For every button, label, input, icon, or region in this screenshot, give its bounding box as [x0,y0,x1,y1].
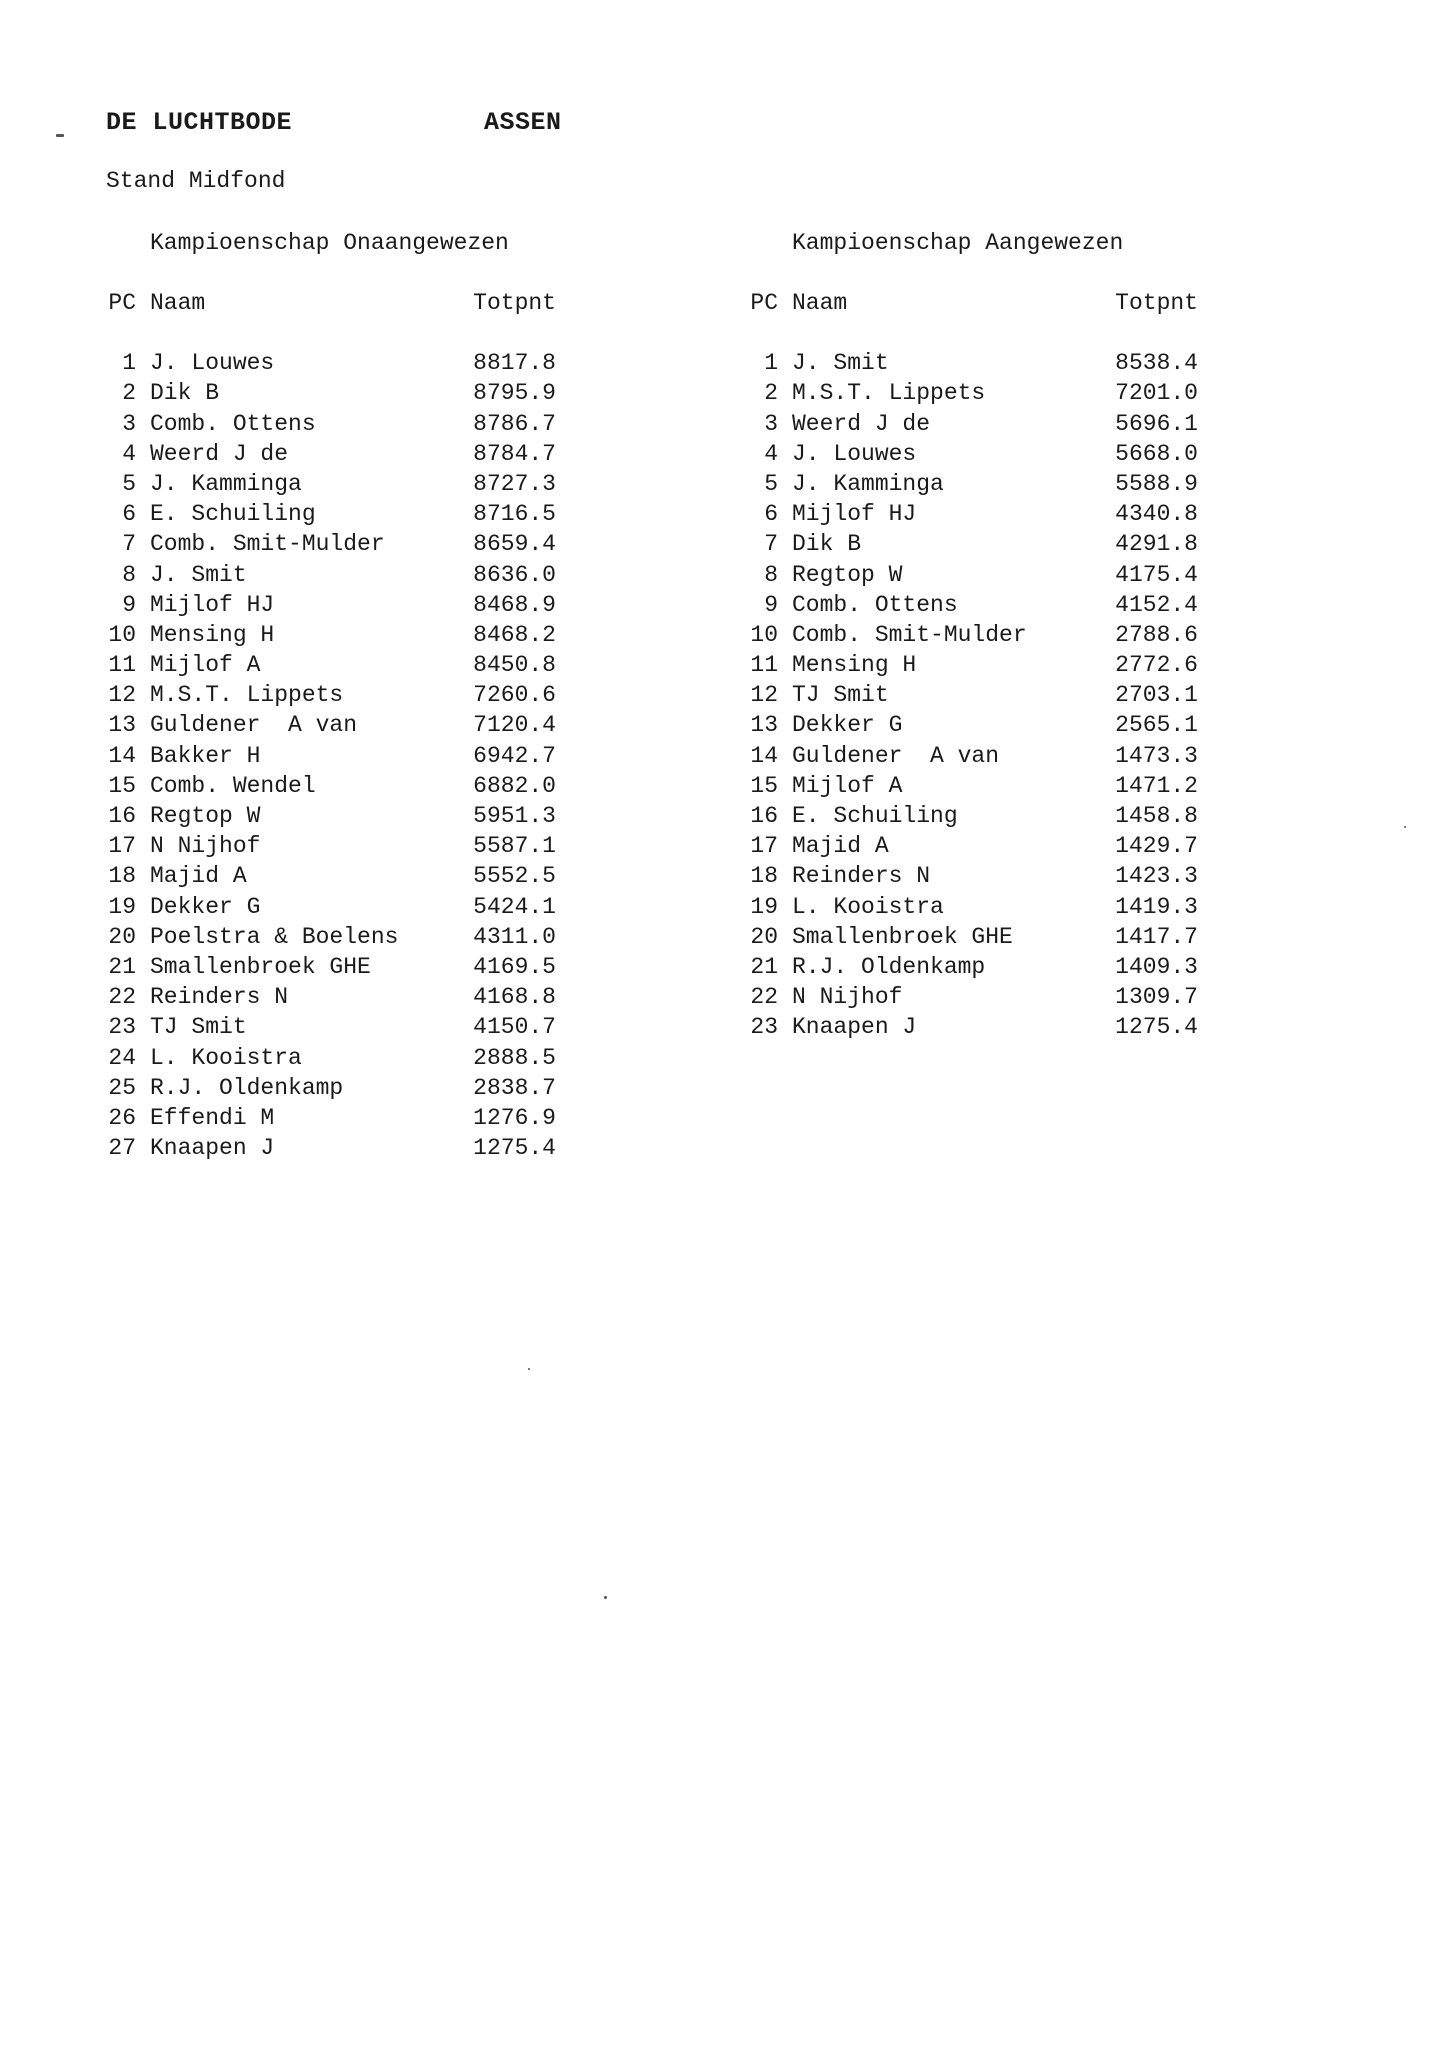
table-row [106,590,626,620]
points-cell: 2772.6 [1115,652,1198,679]
rank-cell: 22 [108,984,136,1011]
table-row [106,982,626,1012]
name-cell: Weerd J de [792,410,931,437]
rank-cell: 8 [764,561,778,588]
name-cell: Knaapen J [150,1135,275,1162]
points-cell: 8795.9 [473,380,556,407]
name-cell: Mensing H [150,621,275,648]
rank-cell: 4 [122,440,136,467]
name-cell: Smallenbroek GHE [150,953,371,980]
name-cell: Dekker G [150,893,261,920]
table-body [748,348,1268,1042]
name-cell: J. Kamminga [150,470,302,497]
table-row [106,348,626,378]
rank-cell: 14 [750,742,778,769]
name-cell: Dik B [150,380,220,407]
rank-cell: 1 [122,350,136,377]
name-cell: Majid A [150,863,247,890]
table-row [748,952,1268,982]
name-cell: Dik B [792,531,862,558]
rank-cell: 3 [122,410,136,437]
name-cell: N Nijhof [792,984,903,1011]
table-row [106,892,626,922]
points-cell: 5552.5 [473,863,556,890]
table-row [106,409,626,439]
rank-cell: 26 [108,1104,136,1131]
rank-cell: 23 [108,1014,136,1041]
rank-cell: 4 [764,440,778,467]
rank-cell: 2 [122,380,136,407]
standings-table [748,288,1268,1043]
table-row [106,1043,626,1073]
rank-cell: 10 [750,621,778,648]
scan-speck [604,1596,607,1599]
name-cell: Regtop W [792,561,903,588]
table-row [106,1133,626,1163]
rank-cell: 3 [764,410,778,437]
points-cell: 2703.1 [1115,682,1198,709]
name-cell: Weerd J de [150,440,289,467]
table-row [748,439,1268,469]
table-row [748,922,1268,952]
points-cell: 2788.6 [1115,621,1198,648]
scan-speck [56,134,64,137]
table-row [106,1012,626,1042]
name-cell: Reinders N [150,984,289,1011]
name-cell: Dekker G [792,712,903,739]
standings-aangewezen [748,228,1268,1043]
name-cell: Smallenbroek GHE [792,923,1013,950]
points-cell: 1409.3 [1115,953,1198,980]
points-cell: 5424.1 [473,893,556,920]
name-cell: Mijlof A [792,772,903,799]
rank-cell: 16 [108,803,136,829]
column-header-totpnt: Totpnt [1115,290,1198,316]
table-row [106,771,626,801]
points-cell: 5951.3 [473,803,556,829]
rank-cell: 19 [108,893,136,920]
points-cell: 8468.9 [473,591,556,618]
scan-speck [528,1368,530,1370]
points-cell: 1423.3 [1115,863,1198,890]
rank-cell: 9 [764,591,778,618]
table-row [748,1012,1268,1042]
column-header-naam: Naam [792,290,848,316]
rank-cell: 24 [108,1044,136,1071]
points-cell: 4340.8 [1115,501,1198,528]
points-cell: 2838.7 [473,1074,556,1101]
points-cell: 1417.7 [1115,923,1198,950]
points-cell: 8727.3 [473,470,556,497]
name-cell: Comb. Smit-Mulder [792,621,1027,648]
points-cell: 8538.4 [1115,350,1198,377]
rank-cell: 25 [108,1074,136,1101]
points-cell: 1309.7 [1115,984,1198,1011]
table-row [106,378,626,408]
name-cell: N Nijhof [150,833,261,860]
name-cell: J. Louwes [150,350,275,377]
rank-cell: 13 [108,712,136,739]
name-cell: R.J. Oldenkamp [792,953,986,980]
rank-cell: 6 [122,501,136,528]
name-cell: J. Kamminga [792,470,944,497]
rank-cell: 18 [108,863,136,890]
points-cell: 1275.4 [473,1135,556,1162]
name-cell: Regtop W [150,803,261,829]
rank-cell: 14 [108,742,136,769]
points-cell: 7260.6 [473,682,556,709]
name-cell: Poelstra & Boelens [150,923,399,950]
rank-cell: 15 [108,772,136,799]
column-header-pc: PC [108,290,136,316]
points-cell: 5588.9 [1115,470,1198,497]
table-title: Kampioenschap Onaangewezen [150,230,509,256]
table-row [748,801,1268,831]
points-cell: 1419.3 [1115,893,1198,920]
name-cell: J. Smit [150,561,247,588]
table-body [106,348,626,1163]
name-cell: E. Schuiling [150,501,316,528]
points-cell: 8786.7 [473,410,556,437]
table-row [748,831,1268,861]
column-header-naam: Naam [150,290,206,316]
rank-cell: 19 [750,893,778,920]
table-row [106,620,626,650]
table-row [106,710,626,740]
rank-cell: 8 [122,561,136,588]
points-cell: 8450.8 [473,652,556,679]
points-cell: 8636.0 [473,561,556,588]
rank-cell: 9 [122,591,136,618]
table-row [106,922,626,952]
standings-table [106,288,626,1163]
rank-cell: 20 [108,923,136,950]
page-subtitle: Stand Midfond [106,168,286,194]
points-cell: 8468.2 [473,621,556,648]
table-row [748,469,1268,499]
table-row [748,620,1268,650]
points-cell: 5587.1 [473,833,556,860]
name-cell: M.S.T. Lippets [792,380,986,407]
points-cell: 8784.7 [473,440,556,467]
table-row [106,469,626,499]
points-cell: 4175.4 [1115,561,1198,588]
table-row [106,801,626,831]
rank-cell: 27 [108,1135,136,1162]
column-header-totpnt: Totpnt [473,290,556,316]
rank-cell: 1 [764,350,778,377]
table-row [748,892,1268,922]
name-cell: TJ Smit [792,682,889,709]
table-row [748,499,1268,529]
name-cell: Mijlof A [150,652,261,679]
name-cell: J. Smit [792,350,889,377]
table-row [748,409,1268,439]
rank-cell: 15 [750,772,778,799]
table-row [106,650,626,680]
table-row [106,1073,626,1103]
points-cell: 6942.7 [473,742,556,769]
name-cell: TJ Smit [150,1014,247,1041]
table-row [748,861,1268,891]
name-cell: Guldener A van [792,742,1000,769]
name-cell: Comb. Ottens [150,410,316,437]
rank-cell: 11 [750,652,778,679]
points-cell: 7120.4 [473,712,556,739]
points-cell: 1275.4 [1115,1014,1198,1041]
points-cell: 5668.0 [1115,440,1198,467]
name-cell: R.J. Oldenkamp [150,1074,344,1101]
standings-onaangewezen [106,228,626,1163]
points-cell: 4291.8 [1115,531,1198,558]
points-cell: 7201.0 [1115,380,1198,407]
table-row [106,952,626,982]
table-row [748,741,1268,771]
table-row [748,348,1268,378]
points-cell: 4168.8 [473,984,556,1011]
rank-cell: 17 [108,833,136,860]
table-header [106,288,626,318]
name-cell: L. Kooistra [150,1044,302,1071]
table-row [106,680,626,710]
table-title: Kampioenschap Aangewezen [792,230,1124,256]
table-row [748,590,1268,620]
club-name: DE LUCHTBODE [106,108,293,137]
name-cell: E. Schuiling [792,803,958,829]
table-row [106,560,626,590]
rank-cell: 17 [750,833,778,860]
table-row [748,982,1268,1012]
points-cell: 8716.5 [473,501,556,528]
rank-cell: 2 [764,380,778,407]
rank-cell: 20 [750,923,778,950]
table-header [748,288,1268,318]
name-cell: Mensing H [792,652,917,679]
name-cell: J. Louwes [792,440,917,467]
table-row [748,529,1268,559]
points-cell: 4152.4 [1115,591,1198,618]
name-cell: L. Kooistra [792,893,944,920]
points-cell: 1471.2 [1115,772,1198,799]
name-cell: Guldener A van [150,712,358,739]
scan-speck [1404,826,1406,828]
table-row [748,771,1268,801]
name-cell: Reinders N [792,863,931,890]
rank-cell: 7 [122,531,136,558]
rank-cell: 22 [750,984,778,1011]
name-cell: Comb. Wendel [150,772,316,799]
rank-cell: 12 [750,682,778,709]
points-cell: 1429.7 [1115,833,1198,860]
points-cell: 2888.5 [473,1044,556,1071]
name-cell: Bakker H [150,742,261,769]
points-cell: 1276.9 [473,1104,556,1131]
table-row [106,831,626,861]
points-cell: 8659.4 [473,531,556,558]
table-row [106,741,626,771]
rank-cell: 7 [764,531,778,558]
table-row [748,378,1268,408]
table-row [106,499,626,529]
rank-cell: 5 [122,470,136,497]
rank-cell: 23 [750,1014,778,1041]
club-city: ASSEN [484,108,562,137]
table-row [106,439,626,469]
name-cell: Mijlof HJ [792,501,917,528]
table-row [106,861,626,891]
points-cell: 8817.8 [473,350,556,377]
rank-cell: 18 [750,863,778,890]
name-cell: Mijlof HJ [150,591,275,618]
table-row [748,650,1268,680]
name-cell: Majid A [792,833,889,860]
table-row [106,1103,626,1133]
points-cell: 5696.1 [1115,410,1198,437]
rank-cell: 10 [108,621,136,648]
table-row [106,529,626,559]
name-cell: Comb. Ottens [792,591,958,618]
rank-cell: 13 [750,712,778,739]
table-row [748,560,1268,590]
rank-cell: 6 [764,501,778,528]
points-cell: 2565.1 [1115,712,1198,739]
points-cell: 4150.7 [473,1014,556,1041]
table-row [748,710,1268,740]
rank-cell: 16 [750,803,778,829]
name-cell: Comb. Smit-Mulder [150,531,385,558]
points-cell: 6882.0 [473,772,556,799]
points-cell: 1473.3 [1115,742,1198,769]
rank-cell: 21 [108,953,136,980]
points-cell: 4311.0 [473,923,556,950]
points-cell: 4169.5 [473,953,556,980]
rank-cell: 12 [108,682,136,709]
table-row [748,680,1268,710]
name-cell: Effendi M [150,1104,275,1131]
name-cell: M.S.T. Lippets [150,682,344,709]
points-cell: 1458.8 [1115,803,1198,829]
rank-cell: 11 [108,652,136,679]
rank-cell: 5 [764,470,778,497]
column-header-pc: PC [750,290,778,316]
name-cell: Knaapen J [792,1014,917,1041]
rank-cell: 21 [750,953,778,980]
